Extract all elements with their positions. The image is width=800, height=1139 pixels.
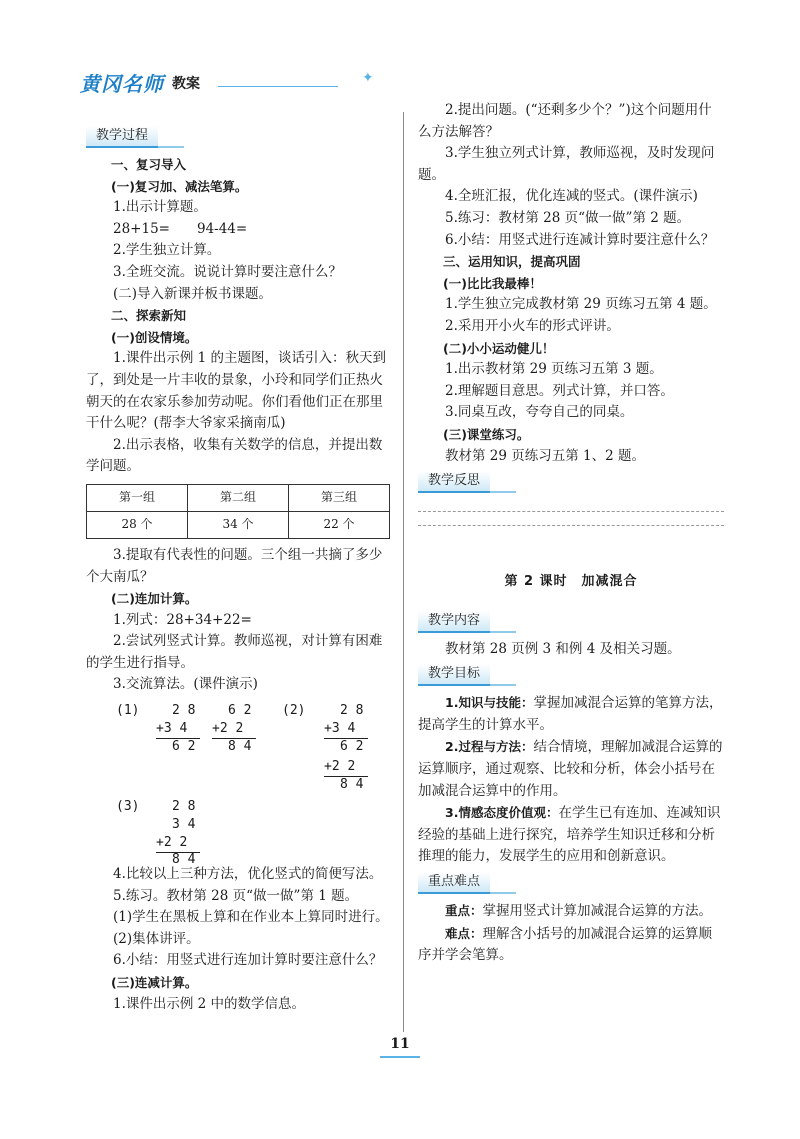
calc-number: 3 4 xyxy=(172,817,196,833)
calc-number: +2 2 xyxy=(324,759,356,775)
calc-result: 8 4 xyxy=(228,739,252,755)
goal-label: 3.情感态度价值观： xyxy=(445,805,559,821)
key-label: 重点： xyxy=(445,903,483,919)
paragraph: 2.理解题目意思。列式计算，并口答。 xyxy=(445,382,674,399)
heading: 二、探索新知 xyxy=(111,308,187,324)
goal-item xyxy=(418,736,724,802)
paragraph: 教材第 29 页练习五第 1、2 题。 xyxy=(445,447,646,464)
table-header-cell: 第一组 xyxy=(87,484,188,511)
brand-logo: 黄冈名师 xyxy=(80,72,164,96)
heading: 三、运用知识，提高巩固 xyxy=(443,254,581,270)
subheading: (一)比比我最棒！ xyxy=(443,275,542,291)
calc-result: 6 2 xyxy=(172,739,196,755)
paragraph: 1.列式：28+34+22= xyxy=(113,611,252,628)
paragraph: 3.学生独立列式计算，教师巡视，及时发现问题。 xyxy=(418,145,715,183)
paragraph: 3.交流算法。(课件演示) xyxy=(113,676,258,693)
table-cell: 28 个 xyxy=(87,511,188,538)
goal-text: 在学生已有连加、连减知识经验的基础上进行探究，培养学生知识迁移和分析推理的能力，发展学生的应用和创新意识。 xyxy=(418,805,721,865)
paragraph: 1.出示计算题。 xyxy=(113,199,207,216)
goal-item xyxy=(418,692,724,736)
calc-number: +2 2 xyxy=(212,721,244,737)
table-row xyxy=(87,511,390,538)
goal-label: 2.过程与方法： xyxy=(445,739,534,755)
right-column xyxy=(418,100,724,967)
sparkle-icon: ✦ xyxy=(362,70,374,86)
method-label: (2) xyxy=(282,703,306,719)
paragraph: 2.尝试列竖式计算。教师巡视，对计算有困难的学生进行指导。 xyxy=(86,633,383,671)
paragraph: (1)学生在黑板上算和在作业本上算同时进行。 xyxy=(113,909,389,926)
paragraph: 5.练习。教材第 28 页“做一做”第 1 题。 xyxy=(113,887,359,904)
heading: 一、复习导入 xyxy=(111,157,187,172)
goal-item xyxy=(418,802,724,868)
calc-result: 8 4 xyxy=(172,852,196,868)
subheading: (二)小小运动健儿！ xyxy=(443,340,555,356)
key-item xyxy=(418,900,724,923)
paragraph: (2)集体讲评。 xyxy=(113,930,200,947)
reflection-line xyxy=(418,511,724,513)
section-reflection: 教学反思 xyxy=(418,471,490,493)
goal-text: 掌握加减混合运算的笔算方法，提高学生的计算水平。 xyxy=(418,695,723,733)
goal-text: 结合情境，理解加减混合运算的运算顺序，通过观察、比较和分析，体会小括号在加减混合运算中的作用。 xyxy=(418,739,723,799)
section-teaching-content: 教学内容 xyxy=(418,611,490,633)
key-item xyxy=(418,923,724,967)
paragraph: 2.出示表格，收集有关数学的信息，并提出数学问题。 xyxy=(86,436,383,475)
paragraph: 教材第 28 页例 3 和例 4 及相关习题。 xyxy=(445,640,681,657)
paragraph: (二)导入新课并板书课题。 xyxy=(113,285,273,302)
key-text: 理解含小括号的加减混合运算的运算顺序并学会笔算。 xyxy=(418,925,713,964)
calc-result: 8 4 xyxy=(340,777,364,793)
calc-number: 2 8 xyxy=(172,703,196,719)
paragraph: 6.小结：用竖式进行连减计算时要注意什么？ xyxy=(445,231,715,248)
paragraph: 1.学生独立完成教材第 29 页练习五第 4 题。 xyxy=(445,296,717,313)
calc-number: +3 4 xyxy=(156,721,188,737)
paragraph: 3.同桌互改，夸夸自己的同桌。 xyxy=(445,404,634,421)
calc-number: +3 4 xyxy=(324,721,356,737)
section-teaching-goals: 教学目标 xyxy=(418,664,490,686)
paragraph: 1.课件出示例 2 中的数学信息。 xyxy=(113,995,306,1012)
subheading: (三)连减计算。 xyxy=(111,975,198,991)
paragraph: 4.比较以上三种方法，优化竖式的简便写法。 xyxy=(113,866,383,883)
paragraph: 2.提出问题。(“还剩多少个？”)这个问题用什么方法解答？ xyxy=(418,102,712,140)
section-key-points: 重点难点 xyxy=(418,872,490,894)
method-label: (1) xyxy=(116,703,140,719)
paragraph: 1.出示教材第 29 页练习五第 3 题。 xyxy=(445,361,663,378)
subheading: (一)复习加、减法笔算。 xyxy=(111,178,248,194)
paragraph: 5.练习：教材第 28 页“做一做”第 2 题。 xyxy=(445,209,691,226)
section-teaching-process: 教学过程 xyxy=(86,126,158,148)
header-rule xyxy=(218,86,338,87)
paragraph: 3.提取有代表性的问题。三个组一共摘了多少个大南瓜？ xyxy=(86,546,383,585)
page-header xyxy=(80,68,374,98)
table-header-cell: 第二组 xyxy=(188,484,289,511)
table-header-row xyxy=(87,484,390,511)
subheading: (二)连加计算。 xyxy=(111,591,198,607)
pumpkin-table xyxy=(86,484,390,539)
page-number: 11 xyxy=(390,1036,410,1052)
calc-number: 2 8 xyxy=(172,799,196,815)
calc-number: 6 2 xyxy=(340,739,364,755)
table-header-cell: 第三组 xyxy=(289,484,390,511)
paragraph: 1.课件出示例 1 的主题图，谈话引入：秋天到了，到处是一片丰收的景象，小玲和同学们正热火朝天的在农家乐参加劳动呢。你们看他们正在那里干什么呢？(帮李大爷家采摘南瓜) xyxy=(86,350,387,432)
calc-number: 6 2 xyxy=(228,703,252,719)
calc-number: +2 2 xyxy=(156,835,188,851)
equation: 28+15= 94-44= xyxy=(113,220,248,237)
column-divider xyxy=(403,112,404,1032)
paragraph: 4.全班汇报，优化连减的竖式。(课件演示) xyxy=(445,188,698,205)
subheading: (三)课堂练习。 xyxy=(443,426,530,442)
subheading: (一)创设情境。 xyxy=(111,329,198,345)
paragraph: 2.学生独立计算。 xyxy=(113,242,221,259)
paragraph: 3.全班交流。说说计算时要注意什么？ xyxy=(113,263,342,280)
key-label: 难点： xyxy=(445,925,483,941)
vertical-calculations xyxy=(86,696,390,868)
reflection-line xyxy=(418,525,724,527)
table-cell: 22 个 xyxy=(289,511,390,538)
header-subtitle: 教案 xyxy=(172,76,200,92)
lesson-title: 第 2 课时 加减混合 xyxy=(504,574,638,590)
table-cell: 34 个 xyxy=(188,511,289,538)
method-label: (3) xyxy=(116,799,140,815)
key-text: 掌握用竖式计算加减混合运算的方法。 xyxy=(482,903,713,920)
goal-label: 1.知识与技能： xyxy=(445,695,534,711)
page-number-rule xyxy=(380,1056,420,1058)
paragraph: 6.小结：用竖式进行连加计算时要注意什么？ xyxy=(113,952,383,969)
paragraph: 2.采用开小火车的形式评讲。 xyxy=(445,317,620,334)
left-column xyxy=(86,122,390,1015)
calc-number: 2 8 xyxy=(340,703,364,719)
